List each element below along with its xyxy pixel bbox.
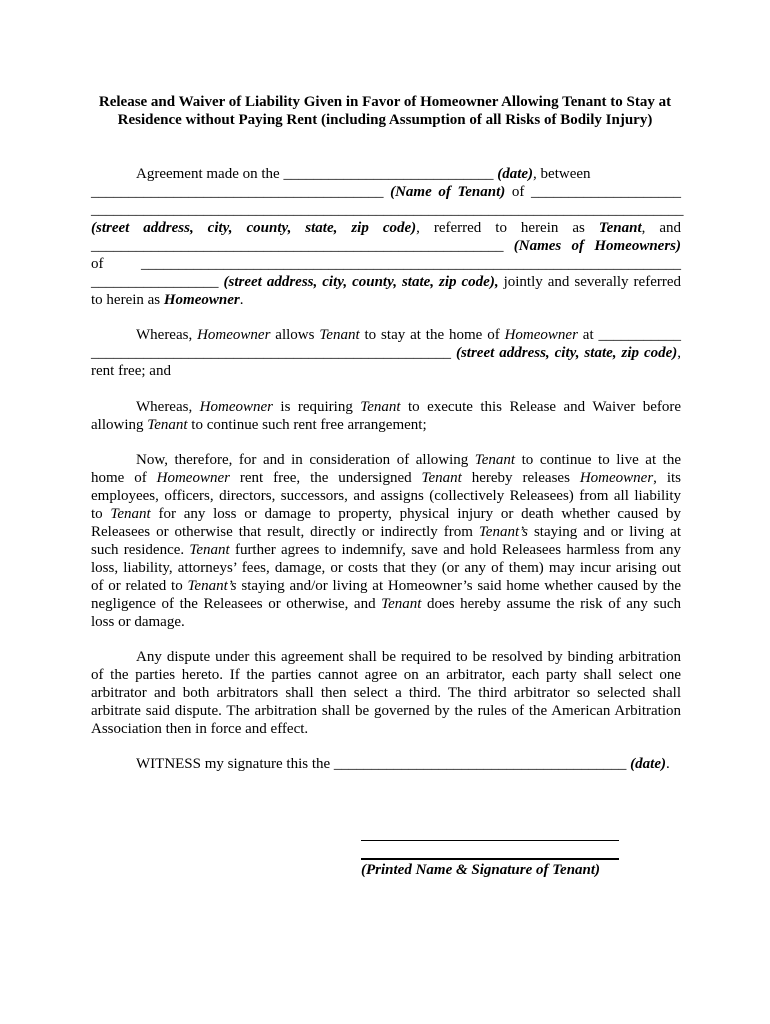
body-line: of ________________________________________________________________________	[91, 256, 681, 272]
body-line: Association then in force and effect.	[91, 721, 309, 737]
body-line: Whereas, Homeowner is requiring Tenant to execute this Release and Waiver before	[136, 399, 682, 415]
title-line: Release and Waiver of Liability Given in Favor of Homeowner Allowing Tenant to Stay at	[98, 94, 672, 110]
body-line: to Tenant for any loss or damage to property, physical injury or death whether caused by	[91, 506, 681, 522]
signature-line	[361, 858, 619, 860]
body-line: home of Homeowner rent free, the undersigned Tenant hereby releases Homeowner, its	[91, 470, 681, 486]
body-line: _________________ (street address, city, county, state, zip code), jointly and severally referred	[91, 274, 682, 290]
body-line: such residence. Tenant further agrees to indemnify, save and hold Releasees harmless from any	[91, 542, 681, 558]
body-line: to herein as Homeowner.	[91, 292, 244, 308]
signature-line	[361, 840, 619, 841]
body-line: rent free; and	[91, 363, 171, 379]
body-line: allowing Tenant to continue such rent free arrangement;	[91, 417, 427, 433]
signature-caption: (Printed Name & Signature of Tenant)	[361, 862, 601, 878]
body-line: _______________________________________________________ (Names of Homeowners)	[91, 238, 681, 254]
body-line: of or related to Tenant’s staying and/or living at Homeowner’s said home whether caused by the	[91, 578, 681, 594]
body-line: Now, therefore, for and in consideration of allowing Tenant to continue to live at the	[136, 452, 681, 468]
witness-line: WITNESS my signature this the _______________________________________ (date).	[136, 756, 670, 772]
body-line: employees, officers, directors, successors, and assigns (collectively Releasees) from all liability	[91, 488, 681, 504]
body-line: loss or damage.	[91, 614, 185, 630]
document-title	[60, 93, 710, 129]
body-line: _______________________________________ (Name of Tenant) of ____________________	[91, 184, 681, 200]
body-line: arbitrate said dispute. The arbitration shall be governed by the rules of the American Arbitration	[91, 703, 681, 719]
body-line: (street address, city, county, state, zip code), referred to herein as Tenant, and	[91, 220, 681, 236]
body-line: negligence of the Releasees or otherwise, and Tenant does hereby assume the risk of any such	[91, 596, 682, 612]
body-line: loss, liability, attorneys’ fees, damage, or costs that they (or any of them) may incur arising out	[91, 560, 681, 576]
body-line: Releasees or otherwise that result, directly or indirectly from Tenant’s staying and or living at	[91, 524, 681, 540]
body-line: Any dispute under this agreement shall be required to be resolved by binding arbitration	[136, 649, 681, 665]
body-line: of the parties hereto. If the parties cannot agree on an arbitrator, each party shall select one	[91, 667, 681, 683]
body-line: Agreement made on the ____________________________ (date), between	[136, 166, 591, 182]
body-line: _______________________________________________________________________________	[91, 202, 684, 218]
body-line: ________________________________________________ (street address, city, state, zip code),	[91, 345, 682, 361]
body-line: Whereas, Homeowner allows Tenant to stay at the home of Homeowner at ___________	[136, 327, 681, 343]
title-line: Residence without Paying Rent (including Assumption of all Risks of Bodily Injury)	[117, 112, 653, 128]
body-line: arbitrator and both arbitrators shall then select a third. The third arbitrator so selected shall	[91, 685, 681, 701]
